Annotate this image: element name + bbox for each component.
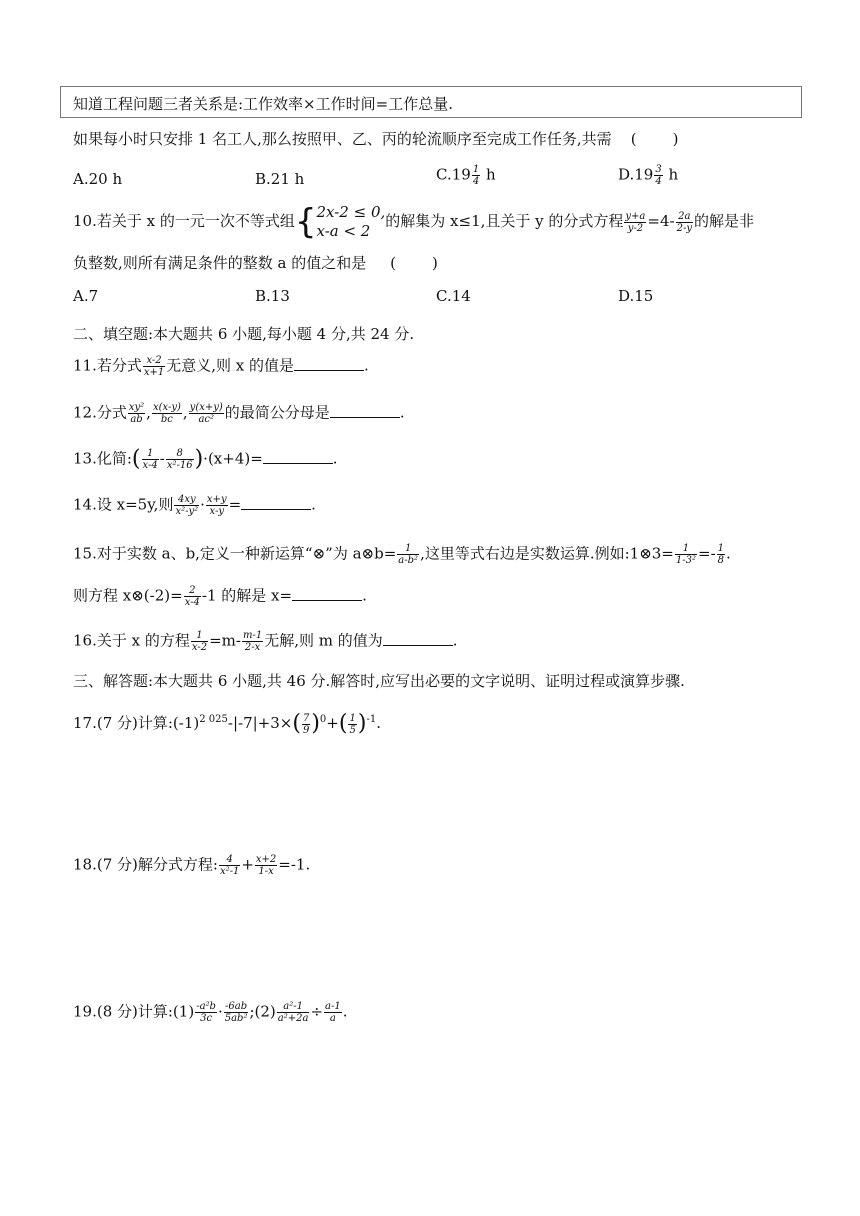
hint-text: 知道工程问题三者关系是:工作效率×工作时间=工作总量. [73,95,453,113]
q10-option-b: B.13 [255,287,290,305]
q17: 17.(7 分)计算$:(-1)^{2 025}-|-7|+3\times$( $\frac{7}{9}$ )$^0$+( $\frac{1}{5}$ )$^{-1}$. [73,711,381,736]
answer-blank[interactable] [330,403,400,418]
q10-option-d: D.15 [618,287,654,305]
q9-option-b: B.21 h [255,170,305,188]
q16: 16.关于 x 的方程 $\frac{1}{x-2}$ =m- $\frac{m-1}{2-x}$ 无解,则 m 的值为 . [73,630,458,653]
q9-stem: 如果每小时只安排 1 名工人,那么按照甲、乙、丙的轮流顺序至完成工作任务,共需 ( ) [73,130,679,148]
answer-blank[interactable] [294,356,364,371]
q15-line1: 15.对于实数 a、b,定义一种新运算“⊗”为 a⊗b= $\frac{1}{\text{a-b²}}$ ,这里等式右边是实数运算.例如:1⊗3= $\frac{1}{\text{1-3²}}$ =- $\frac{1}{8}$ . [73,543,731,566]
section-3-heading: 三、解答题:本大题共 6 小题,共 46 分.解答时,应写出必要的文字说明、证明过程或演算步骤. [73,672,685,690]
answer-blank[interactable] [241,495,311,510]
q10-line2: 负整数,则所有满足条件的整数 a 的值之和是 ( ) [73,254,438,272]
inequality-system: 2x-2 ≤ 0, x-a < 2 [316,203,386,240]
answer-blank[interactable] [383,631,453,646]
q19: 19.(8 分)计算:(1) $\frac{\text{-a²b}}{3c}$ · $\frac{-6ab}{\text{5ab²}}$ ;(2) $\frac{\text{a²-1}}{\text{a²+2a}}$ ÷ $\frac{a-1}{a}$ . [73,1001,348,1024]
q9-option-d: D.19 $\frac{3}{4}$ h [618,164,679,187]
q11: 11.若分式 $\frac{x-2}{x+1}$ 无意义,则 x 的值是 . [73,355,369,378]
section-2-heading: 二、填空题:本大题共 6 小题,每小题 4 分,共 24 分. [73,325,415,343]
q12: 12.分式 $\frac{\text{xy²}}{ab}$ , $\frac{x(x-y)}{bc}$ , $\frac{y(x+y)}{\text{ac²}}$ 的最简公分母是 . [73,402,405,425]
q10-option-c: C.14 [436,287,471,305]
hint-box [60,86,802,118]
answer-blank[interactable] [263,449,333,464]
q13: 13.化简:( $\frac{1}{x-4}$ - $\frac{8}{\text{x²-16}}$ )·(x+4)= . [73,446,338,472]
q18: 18.(7 分)解分式方程: $\frac{4}{\text{x²-1}}$ + $\frac{x+2}{1-x}$ =-1. [73,854,311,877]
q15-line2: 则方程 x⊗(-2)= $\frac{2}{x-4}$ -1 的解是 x= . [73,585,367,608]
q9-option-c: C.19 $\frac{1}{4}$ h [436,164,496,187]
q10-option-a: A.7 [73,287,99,305]
q14: 14.设 x=5y,则 $\frac{4xy}{\text{x²-y²}}$ · $\frac{x+y}{x-y}$ = . [73,494,316,517]
q9-option-a: A.20 h [73,170,123,188]
answer-blank[interactable] [292,586,362,601]
q10-line1: 10.若关于 x 的一元一次不等式组{ 2x-2 ≤ 0, x-a < 2 的解集为 x≤1,且关于 y 的分式方程 $\frac{y+a}{y-2}$ =4- $\frac{2a}{2-y}$ 的解是非 [73,202,754,242]
